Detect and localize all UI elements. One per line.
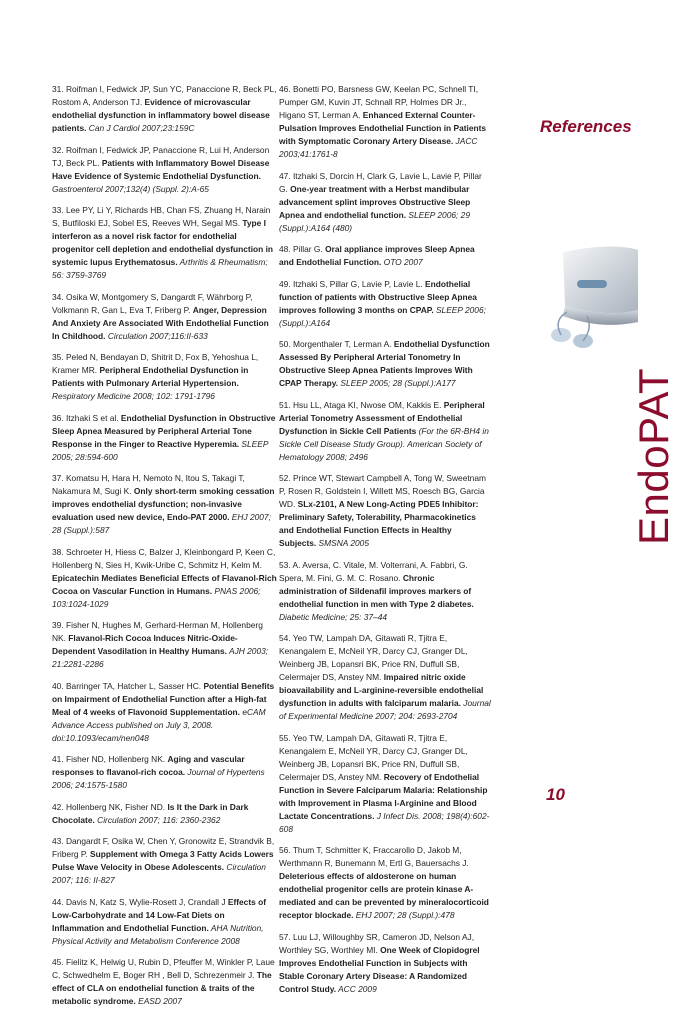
reference-title: One-year treatment with a Herbst mandibular advancement splint improves Obstructive Sleep Apnea and endothelial function. <box>279 183 471 220</box>
reference-item <box>279 559 491 624</box>
reference-title: Only short-term smoking cessation improves endothelial dysfunction; non-invasive evaluation used new device, Endo-PAT 2000. <box>52 486 275 522</box>
reference-authors: 34. Osika W, Montgomery S, Dangardt F, Währborg P, Volkmann R, Gan L, Eva T, Friberg P. <box>52 291 253 315</box>
reference-item <box>52 801 277 827</box>
reference-title: Patients with Inflammatory Bowel Disease Have Evidence of Systemic Endothelial Dysfunction. <box>52 157 270 181</box>
reference-title: One Week of Clopidogrel Improves Endothelial Function in Subjects with Stable Coronary Artery Disease: A Randomized Control Study. <box>279 944 480 994</box>
reference-authors: 31. Roifman I, Fedwick JP, Sun YC, Panaccione R, Beck PL, Rostom A, Anderson TJ. <box>52 84 277 107</box>
reference-item <box>279 278 491 330</box>
reference-authors: 54. Yeo TW, Lampah DA, Gitawati R, Tjitra E, Kenangalem E, McNeil YR, Darcy CJ, Granger DL, Weinberg JB, Lopansri BK, Price RN, Duffull SB, Celermajer DS, Anstey NM. <box>279 633 468 682</box>
reference-item <box>279 338 491 390</box>
reference-authors: 39. Fisher N, Hughes M, Gerhard-Herman M, Hollenberg NK. <box>52 620 263 643</box>
reference-source: (For the 6R-BH4 in Sickle Cell Disease Study Group). American Society of Hematology 2008; 2496 <box>279 425 489 462</box>
reference-title: Enhanced External Counter-Pulsation Improves Endothelial Function in Patients with Symptomatic Coronary Artery Disease. <box>279 110 487 146</box>
reference-authors: 57. Luu LJ, Willoughby SR, Cameron JD, Nelson AJ, Worthley SG, Worthley MI. <box>279 931 475 955</box>
reference-authors: 46. Bonetti PO, Barsness GW, Keelan PC, Schnell TI, Pumper GM, Kuvin JT, Schnall RP, Holmes DR Jr., Higano ST, Lerman A. <box>279 84 479 120</box>
reference-authors: 40. Barringer TA, Hatcher L, Sasser HC. <box>52 680 204 691</box>
reference-source: J Infect Dis. 2008; 198(4):602-608 <box>279 810 490 834</box>
reference-authors: 42. Hollenberg NK, Fisher ND. <box>52 801 168 812</box>
reference-source: EASD 2007 <box>135 996 182 1006</box>
reference-title: SLx-2101, A New Long-Acting PDE5 Inhibitor: Preliminary Safety, Tolerability, Pharmacokinetics and Endothelial Function Effects in Healthy Subjects. <box>279 499 479 548</box>
reference-authors: 47. Itzhaki S, Dorcin H, Clark G, Lavie L, Lavie P, Pillar G. <box>279 170 482 194</box>
reference-authors: 45. Fielitz K, Helwig U, Rubin D, Pfeuffer M, Winkler P, Laue C, Schwedhelm E, Boger RH , Bell D, Schrezenmeir J. <box>52 957 275 980</box>
reference-item <box>52 956 277 1008</box>
reference-item <box>279 472 491 550</box>
reference-source: JACC 2003;41:1761-8 <box>279 136 478 159</box>
reference-source: SMSNA 2005 <box>316 538 369 548</box>
reference-source: EHJ 2007; 28 (Suppl.):587 <box>52 512 271 535</box>
reference-source: SLEEP 2005; 28 (Suppl.):A177 <box>338 378 456 388</box>
reference-item <box>279 243 491 269</box>
reference-authors: 53. A. Aversa, C. Vitale, M. Volterrani, A. Fabbri, G. Spera, M. Fini, G. M. C. Rosano. <box>279 559 468 583</box>
page-number: 10 <box>546 785 565 804</box>
reference-source: Can J Cardiol 2007;23:159C <box>86 123 195 133</box>
reference-title: Supplement with Omega 3 Fatty Acids Lowers Pulse Wave Velocity in Obese Adolescents. <box>52 849 274 872</box>
reference-title: Peripheral Endothelial Dysfunction in Patients with Pulmonary Arterial Hypertension. <box>52 365 249 388</box>
reference-title: Anger, Depression And Anxiety Are Associated With Endothelial Function In Childhood. <box>52 304 269 341</box>
reference-title: Aging and vascular responses to flavanol-rich cocoa. <box>52 754 245 777</box>
reference-item <box>52 144 277 196</box>
reference-authors: 44. Davis N, Katz S, Wylie-Rosett J, Crandall J <box>52 896 228 907</box>
reference-authors: 48. Pillar G. <box>279 244 326 254</box>
reference-authors: 51. Hsu LL, Ataga KI, Nwose OM, Kakkis E. <box>279 399 444 410</box>
brand-name: EndoPAT <box>630 367 677 545</box>
reference-title: Oral appliance improves Sleep Apnea and Endothelial Function. <box>279 244 475 267</box>
reference-item <box>279 732 491 836</box>
reference-item <box>279 83 491 161</box>
references-left-column <box>52 83 277 1017</box>
reference-title: Is It the Dark in Dark Chocolate. <box>52 801 249 825</box>
reference-item <box>279 844 491 922</box>
reference-item <box>52 546 277 611</box>
reference-title: Flavanol-Rich Cocoa Induces Nitric-Oxide-Dependent Vasodilation in Healthy Humans. <box>52 633 238 656</box>
reference-item <box>52 472 277 537</box>
reference-authors: 49. Itzhaki S, Pillar G, Lavie P, Lavie L. <box>279 278 426 289</box>
reference-title: Type I interferon as a novel risk factor for endothelial progenitor cell depletion and endothelial dysfunction in systemic lupus Erythematosus. <box>52 218 274 267</box>
reference-authors: 38. Schroeter H, Hiess C, Balzer J, Kleinbongard P, Keen C, Hollenberg N, Sies H, Kwik-Uribe C, Schmitz H, Kelm M. <box>52 546 276 570</box>
reference-source: Gastroenterol 2007;132(4) (Suppl. 2):A-65 <box>52 183 209 194</box>
reference-authors: 33. Lee PY, Li Y, Richards HB, Chan FS, Zhuang H, Narain S, Butfiloski EJ, Sobel ES, Reeves WH, Segal MS. <box>52 205 271 228</box>
reference-authors: 43. Dangardt F, Osika W, Chen Y, Gronowitz E, Strandvik B, Friberg P. <box>52 836 275 859</box>
reference-authors: 36. Itzhaki S et al. <box>52 412 121 423</box>
reference-item <box>52 83 277 135</box>
reference-source: ACC 2009 <box>336 983 377 994</box>
reference-source: SLEEP 2006; (Suppl.):A164 <box>279 304 486 328</box>
reference-authors: 52. Prince WT, Stewart Campbell A, Tong W, Sweetnam P, Rosen R, Goldstein I, Willett MS, Roesch BG, Garcia WD. <box>279 473 486 509</box>
endopat-device-image <box>543 240 638 352</box>
reference-title: Impaired nitric oxide bioavailability and L-arginine-reversible endothelial dysfunction in adults with falciparum malaria. <box>279 672 484 708</box>
reference-source: Circulation 2007; 116: II-827 <box>52 862 266 885</box>
reference-title: The effect of CLA on endothelial function & traits of the metabolic syndrome. <box>52 970 272 1006</box>
reference-title: Recovery of Endothelial Function in Severe Falciparum Malaria: Relationship with Improvement in Plasma l-Arginine and Blood Lactate Concentrations. <box>279 771 488 821</box>
reference-title: Effects of Low-Carbohydrate and 14 Low-Fat Diets on Inflammation and Endothelial Function. <box>52 896 267 933</box>
reference-source: AJH 2003; 21:2281-2286 <box>52 646 269 669</box>
reference-item <box>52 680 277 745</box>
reference-source: PNAS 2006; 103:1024-1029 <box>52 585 261 609</box>
reference-item <box>52 753 277 792</box>
reference-title: Deleterious effects of aldosterone on human endothelial progenitor cells are protein kinase A-mediated and can be prevented by mineralocorticoid receptor blockade. <box>279 871 489 920</box>
reference-source: Diabetic Medicine; 25: 37–44 <box>279 611 388 622</box>
reference-title: Epicatechin Mediates Beneficial Effects of Flavanol-Rich Cocoa on Vascular Function in Humans. <box>52 572 277 596</box>
reference-source: Journal of Experimental Medicine 2007; 204: 2693-2704 <box>279 698 491 721</box>
reference-title: Endothelial function of patients with Obstructive Sleep Apnea improves following 3 months on CPAP. <box>279 278 477 315</box>
reference-item <box>279 399 491 464</box>
reference-source: Respiratory Medicine 2008; 102: 1791-1796 <box>52 391 215 401</box>
reference-source: Circulation 2007;116:II-633 <box>105 330 208 341</box>
reference-authors: 56. Thum T, Schmitter K, Fraccarollo D, Jakob M, Werthmann R, Bunemann M, Ertl G, Bauersachs J. <box>279 845 469 868</box>
reference-item <box>52 619 277 671</box>
reference-title: Chronic administration of Sildenafil improves markers of endothelial function in men with Type 2 diabetes. <box>279 572 474 609</box>
reference-source: SLEEP 2006; 29 (Suppl.):A164 (480) <box>279 209 470 233</box>
reference-item <box>52 412 277 464</box>
reference-authors: 37. Komatsu H, Hara H, Nemoto N, Itou S, Takagi T, Nakamura M, Sugi K. <box>52 473 245 496</box>
reference-title: Potential Benefits on Impairment of Endothelial Function after a High-fat Meal of 4 weeks of Flavonoid Supplementation. <box>52 680 275 717</box>
section-title: References <box>540 117 632 136</box>
reference-authors: 32. Roifman I, Fedwick JP, Panaccione R, Lui H, Anderson TJ, Beck PL. <box>52 144 270 168</box>
reference-authors: 35. Peled N, Bendayan D, Shitrit D, Fox B, Yehoshua L, Kramer MR. <box>52 352 259 375</box>
reference-authors: 50. Morgenthaler T, Lerman A. <box>279 339 394 349</box>
reference-item <box>52 351 277 403</box>
reference-title: Peripheral Arterial Tonometry Assessment of Endothelial Dysfunction in Sickle Cell Patients <box>279 399 485 436</box>
reference-item <box>279 632 491 723</box>
reference-source: AHA Nutrition, Physical Activity and Metabolism Conference 2008 <box>52 922 264 946</box>
reference-title: Endothelial Dysfunction Assessed By Peripheral Arterial Tonometry In Obstructive Sleep Apnea Patients Improves With CPAP Therapy. <box>279 339 490 388</box>
reference-source: SLEEP 2005; 28:594-600 <box>52 438 269 462</box>
reference-item <box>52 291 277 343</box>
reference-title: Evidence of microvascular endothelial dysfunction in inflammatory bowel disease patients. <box>52 97 270 133</box>
reference-item <box>279 170 491 235</box>
reference-authors: 55. Yeo TW, Lampah DA, Gitawati R, Tjitra E, Kenangalem E, McNeil YR, Darcy CJ, Granger DL, Weinberg JB, Lopansri BK, Price RN, Duffull SB, Celermajer DS, Anstey NM. <box>279 732 468 782</box>
references-right-column <box>279 83 491 1004</box>
reference-source: eCAM Advance Access published on July 3, 2008. doi:10.1093/ecam/nen048 <box>52 706 266 743</box>
reference-source: Arthritis & Rheumatism; 56: 3759-3769 <box>52 257 268 280</box>
reference-source: OTO 2007 <box>381 257 423 267</box>
reference-authors: 41. Fisher ND, Hollenberg NK. <box>52 754 168 764</box>
reference-item <box>52 204 277 282</box>
reference-item <box>52 835 277 887</box>
reference-source: Journal of Hypertens 2006; 24:1575-1580 <box>52 767 265 790</box>
reference-title: Endothelial Dysfunction in Obstructive Sleep Apnea Measured by Peripheral Arterial Tone Response in the Finger to Reactive Hyperemia. <box>52 412 276 449</box>
reference-item <box>52 896 277 948</box>
reference-source: EHJ 2007; 28 (Suppl.):478 <box>353 910 455 920</box>
reference-source: Circulation 2007; 116: 2360-2362 <box>94 814 221 825</box>
reference-item <box>279 931 491 996</box>
